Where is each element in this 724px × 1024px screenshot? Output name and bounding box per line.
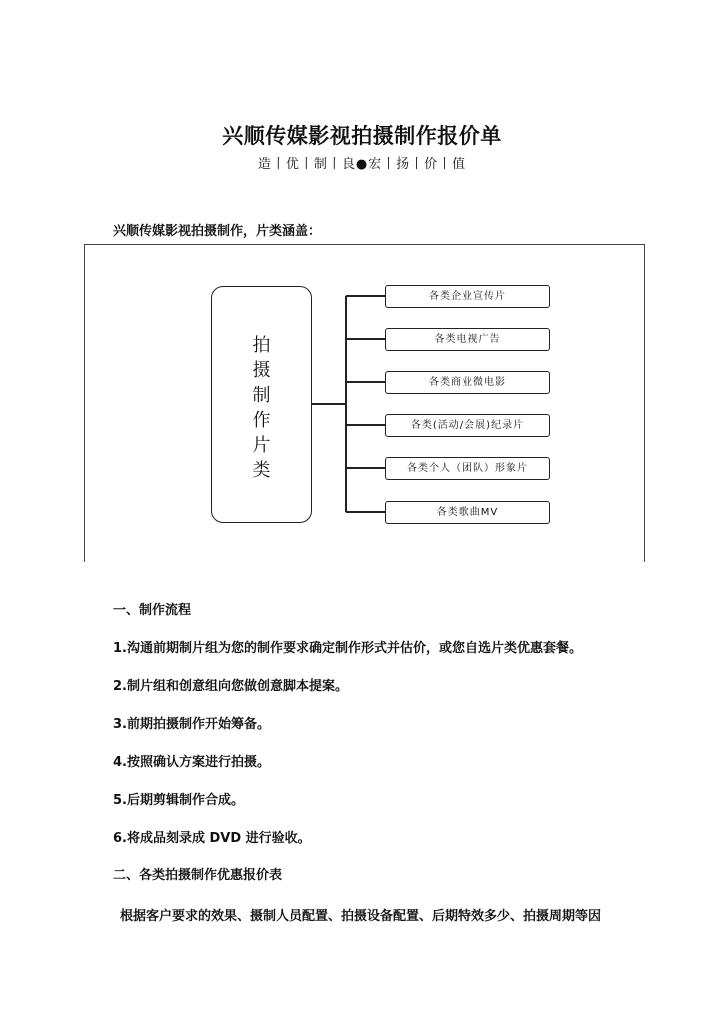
root-char: 作 (252, 410, 271, 431)
process-step: 1.沟通前期制片组为您的制作要求确定制作形式并估价，或您自选片类优惠套餐。 (113, 641, 582, 656)
category-box: 各类个人（团队）形象片 (385, 457, 550, 480)
category-box: 各类(活动/会展)纪录片 (385, 414, 550, 437)
process-step: 2.制片组和创意组向您做创意脚本提案。 (113, 679, 348, 694)
root-char: 拍 (252, 335, 271, 356)
category-box: 各类商业微电影 (385, 371, 550, 394)
page-subtitle: 造丨优丨制丨良●宏丨扬丨价丨值 (257, 157, 467, 172)
root-char: 制 (252, 385, 271, 406)
section-heading-process: 一、制作流程 (113, 603, 192, 618)
intro-text: 兴顺传媒影视拍摄制作，片类涵盖： (113, 224, 322, 239)
pricing-paragraph: 根据客户要求的效果、摄制人员配置、拍摄设备配置、后期特效多少、拍摄周期等因 (120, 909, 602, 924)
page-title: 兴顺传媒影视拍摄制作报价单 (222, 124, 502, 148)
process-step: 4.按照确认方案进行拍摄。 (113, 755, 270, 770)
process-step: 3.前期拍摄制作开始筹备。 (113, 717, 270, 732)
category-box: 各类企业宣传片 (385, 285, 550, 308)
root-char: 片 (252, 435, 271, 456)
root-char: 摄 (252, 360, 271, 381)
process-step: 5.后期剪辑制作合成。 (113, 793, 244, 808)
category-box: 各类电视广告 (385, 328, 550, 351)
root-char: 类 (252, 460, 271, 481)
process-step: 6.将成品刻录成 DVD 进行验收。 (113, 831, 311, 846)
category-box: 各类歌曲MV (385, 501, 550, 524)
root-label (211, 333, 312, 483)
section-heading-pricing: 二、各类拍摄制作优惠报价表 (113, 868, 283, 883)
